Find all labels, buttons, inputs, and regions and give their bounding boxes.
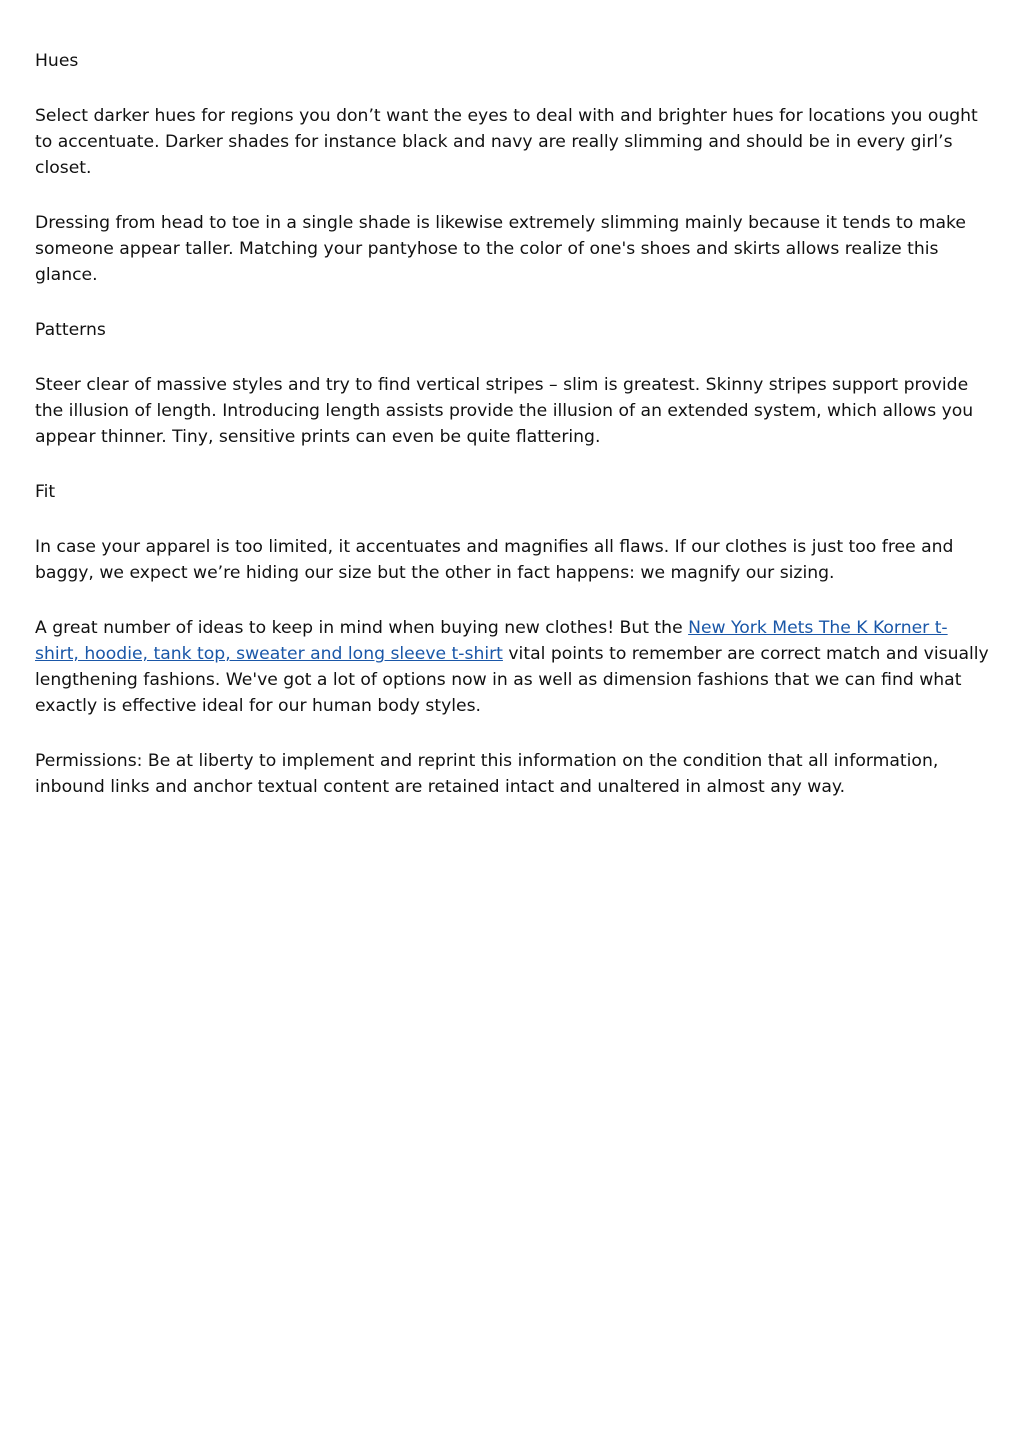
heading-hues: Hues: [35, 51, 79, 71]
paragraph-patterns: Steer clear of massive styles and try to find vertical stripes – slim is greatest. Skinny stripes support provide the illusion of length. Introducing length assists provide the illusion of an extended system, which allows you appear thinner. Tiny, sensitive prints can even be quite flattering.: [35, 375, 974, 447]
heading-fit: Fit: [35, 482, 56, 502]
paragraph-permissions: Permissions: Be at liberty to implement and reprint this information on the condition that all information, inbound links and anchor textual content are retained intact and unaltered in almost any way.: [35, 751, 939, 797]
paragraph-hues-single-shade: Dressing from head to toe in a single shade is likewise extremely slimming mainly because it tends to make someone appear taller. Matching your pantyhose to the color of one's shoes and skirts allows realize this glance.: [35, 213, 966, 285]
paragraph-hues-darker: Select darker hues for regions you don’t want the eyes to deal with and brighter hues for locations you ought to accentuate. Darker shades for instance black and navy are really slimming and should be in every girl’s closet.: [35, 106, 978, 178]
article-body: [35, 48, 990, 829]
ideas-text-before: A great number of ideas to keep in mind when buying new clothes! But the: [35, 618, 689, 638]
heading-patterns: Patterns: [35, 320, 106, 340]
ideas-text-after: vital points to remember are correct match and visually lengthening fashions. We've got a lot of options now in as well as dimension fashions that we can find what exactly is effective ideal for our human body styles.: [35, 644, 989, 716]
paragraph-fit: In case your apparel is too limited, it accentuates and magnifies all flaws. If our clothes is just too free and baggy, we expect we’re hiding our size but the other in fact happens: we magnify our sizing.: [35, 537, 954, 583]
paragraph-ideas: [35, 615, 990, 719]
product-link[interactable]: New York Mets The K Korner t-shirt, hoodie, tank top, sweater and long sleeve t-shirt: [35, 618, 948, 664]
